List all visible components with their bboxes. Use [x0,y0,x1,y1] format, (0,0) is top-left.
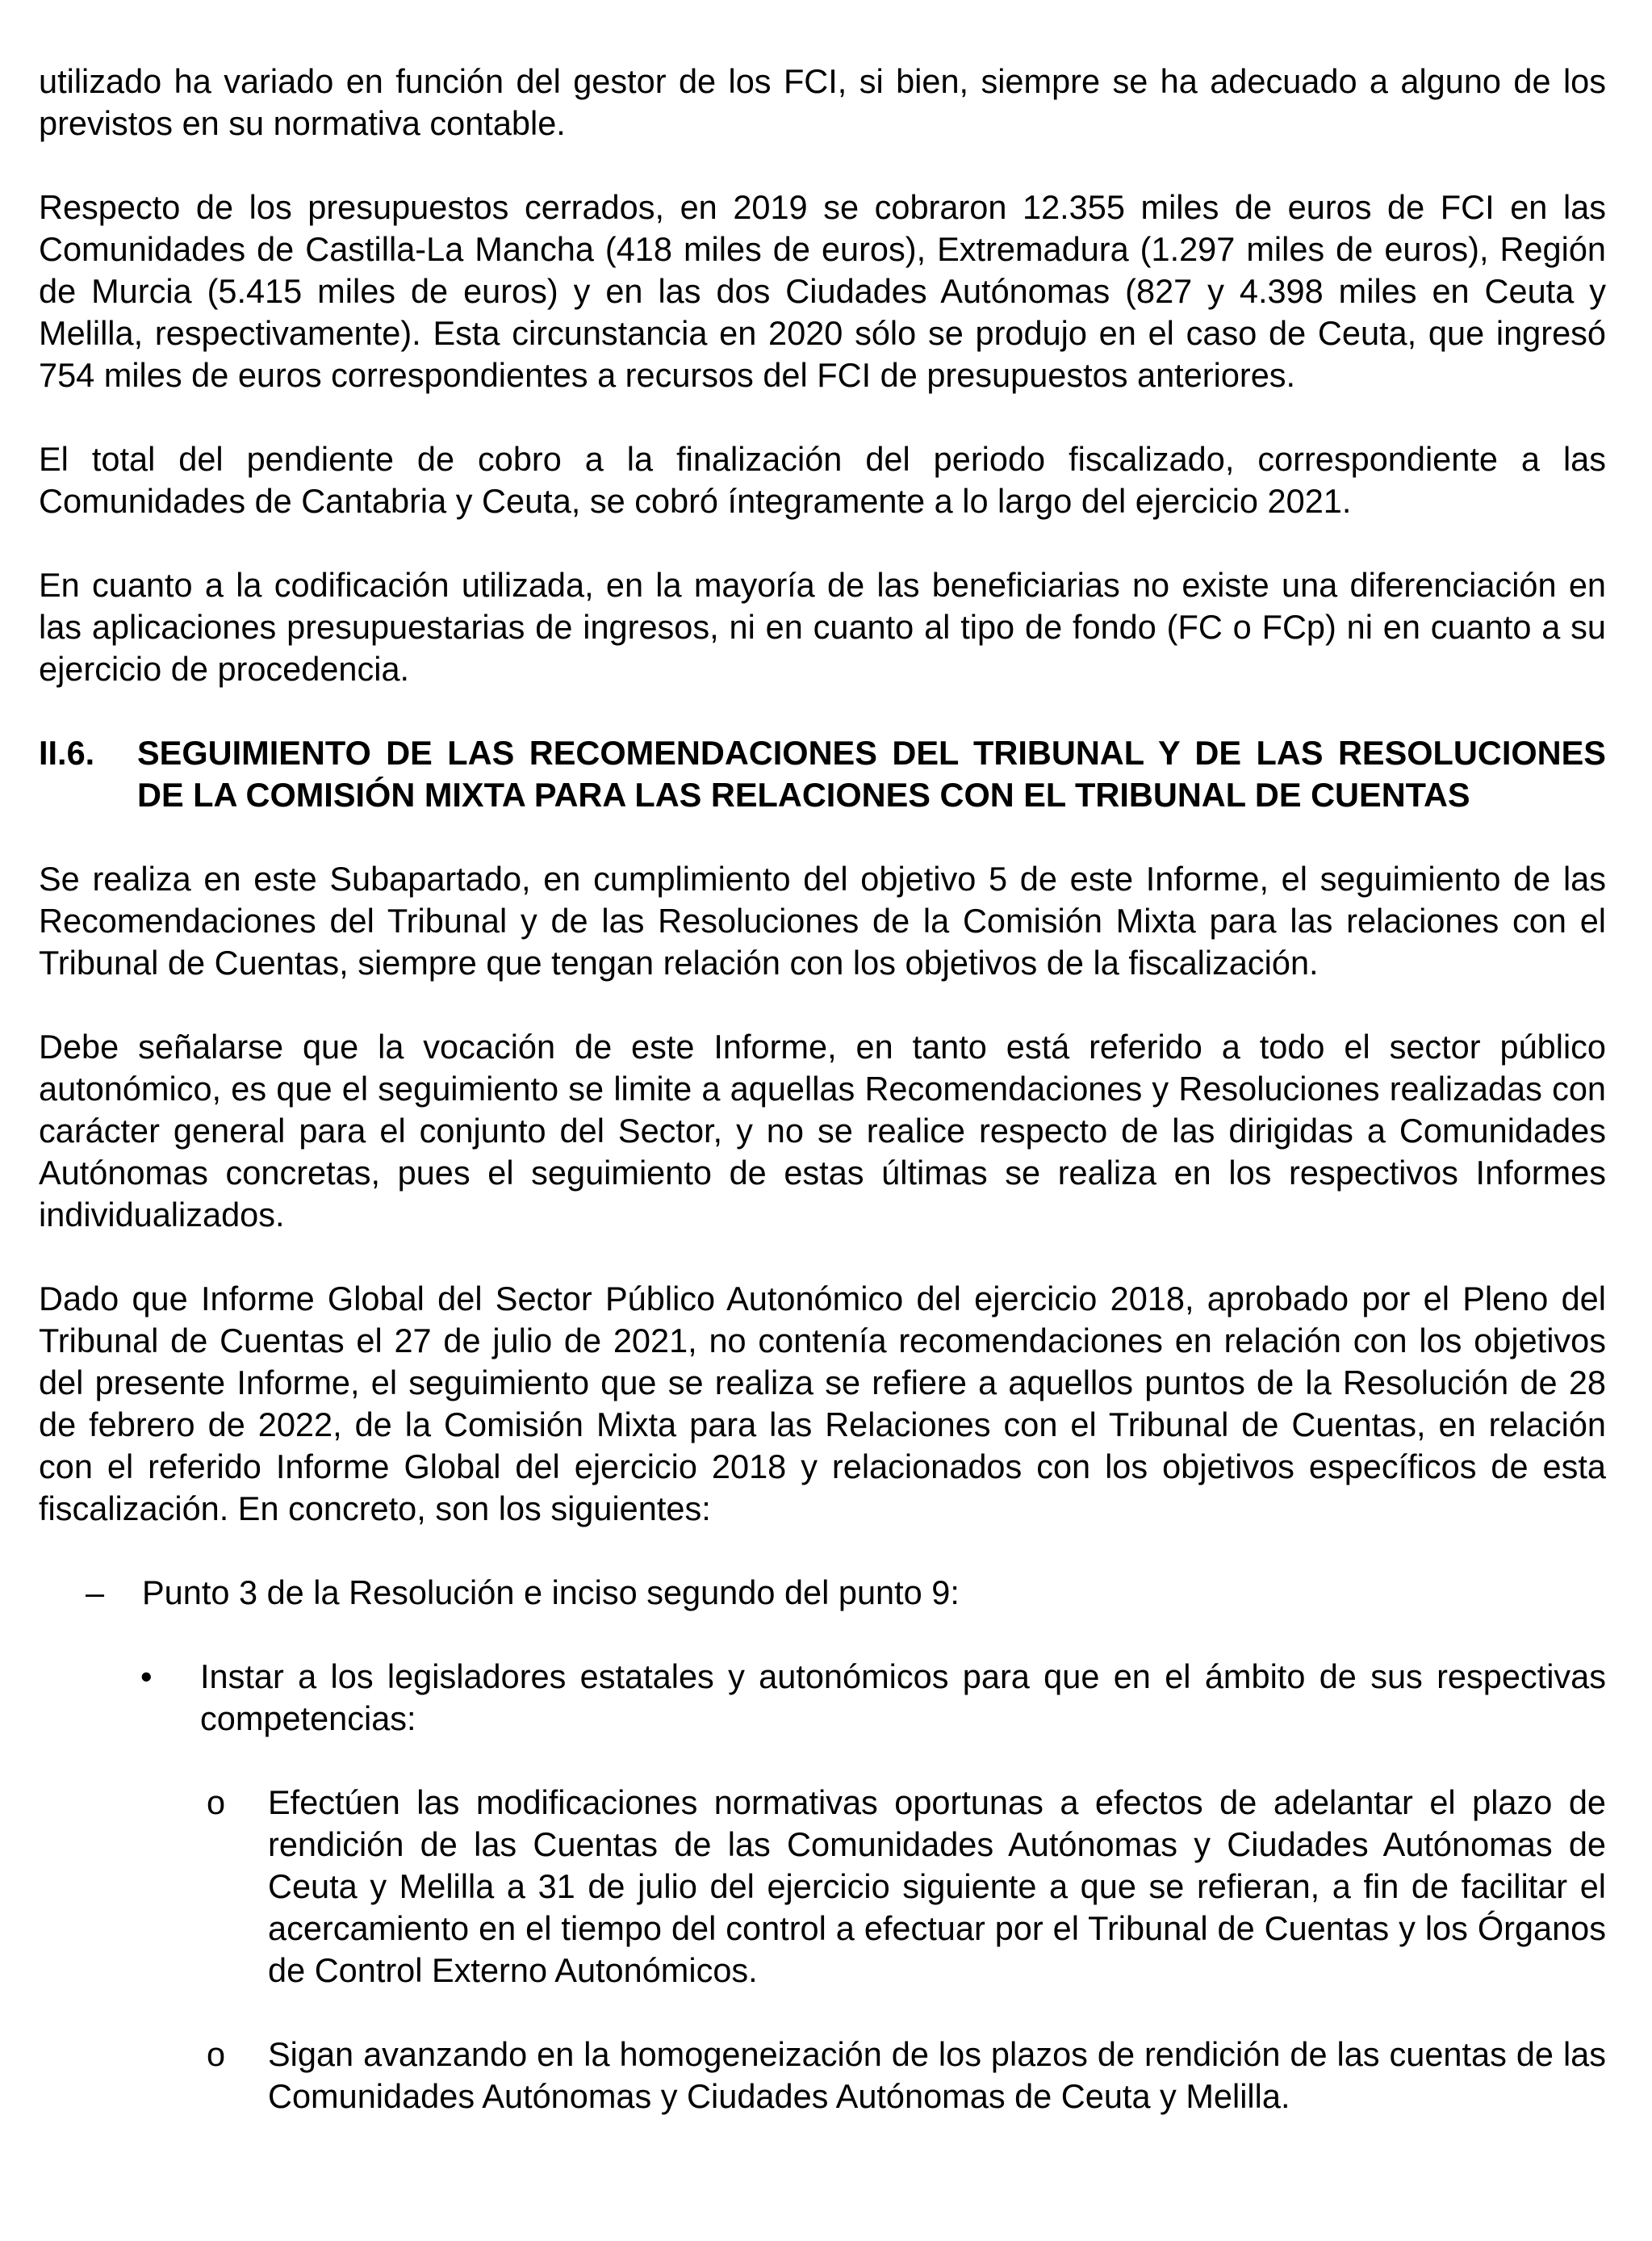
paragraph-vocacion-informe: Debe señalarse que la vocación de este Informe, en tanto está referido a todo el sector público autonómico, es que el seguimiento se limite a aquellas Recomendaciones y Resoluciones realizadas con carácter general para el conjunto del Sector, y no se realice respecto de las dirigidas a Comunidades Autónomas concretas, pues el seguimiento de estas últimas se realiza en los respectivos Informes individualizados. [39,1028,1606,1234]
dash-marker: – [86,1573,105,1611]
sub-item-text: Sigan avanzando en la homogeneización de los plazos de rendición de las cuentas de las Comunidades Autónomas y Ciudades Autónomas de Ceuta y Melilla. [268,2035,1606,2115]
list-item-dash [39,1572,1606,1614]
paragraph-informe-global: Dado que Informe Global del Sector Público Autonómico del ejercicio 2018, aprobado por el Pleno del Tribunal de Cuentas el 27 de julio de 2021, no contenía recomendaciones en relación con los objetivos del presente Informe, el seguimiento que se realiza se refiere a aquellos puntos de la Resolución de 28 de febrero de 2022, de la Comisión Mixta para las Relaciones con el Tribunal de Cuentas, en relación con el referido Informe Global del ejercicio 2018 y relacionados con los objetivos específicos de esta fiscalización. En concreto, son los siguientes: [39,1280,1606,1527]
list-item-bullet [39,1656,1606,1740]
paragraph-normativa-contable: utilizado ha variado en función del gestor de los FCI, si bien, siempre se ha adecuado a alguno de los previstos en su normativa contable. [39,62,1606,142]
paragraph-presupuestos-cerrados: Respecto de los presupuestos cerrados, en 2019 se cobraron 12.355 miles de euros de FCI en las Comunidades de Castilla-La Mancha (418 miles de euros), Extremadura (1.297 miles de euros), Región de Murcia (5.415 miles de euros) y en las dos Ciudades Autónomas (827 y 4.398 miles en Ceuta y Melilla, respectivamente). Esta circunstancia en 2020 sólo se produjo en el caso de Ceuta, que ingresó 754 miles de euros correspondientes a recursos del FCI de presupuestos anteriores. [39,188,1606,394]
list-item-sub-1 [39,1782,1606,1992]
list-item-sub-2 [39,2034,1606,2117]
section-heading [39,732,1606,816]
section-number: II.6. [39,734,95,772]
bullet-item-text: Instar a los legisladores estatales y autonómicos para que en el ámbito de sus respectivas competencias: [200,1657,1606,1737]
paragraph-subapartado: Se realiza en este Subapartado, en cumplimiento del objetivo 5 de este Informe, el seguimiento de las Recomendaciones del Tribunal y de las Resoluciones de la Comisión Mixta para las relaciones con el Tribunal de Cuentas, siempre que tengan relación con los objetivos de la fiscalización. [39,860,1606,982]
document-page [39,61,1606,2159]
circle-marker: o [207,1783,226,1821]
circle-marker: o [207,2035,226,2073]
section-title: SEGUIMIENTO DE LAS RECOMENDACIONES DEL TRIBUNAL Y DE LAS RESOLUCIONES DE LA COMISIÓN MIXTA PARA LAS RELACIONES CON EL TRIBUNAL DE CUENTAS [137,734,1606,814]
sub-item-text: Efectúen las modificaciones normativas oportunas a efectos de adelantar el plazo de rendición de las Cuentas de las Comunidades Autónomas y Ciudades Autónomas de Ceuta y Melilla a 31 de julio del ejercicio siguiente a que se refieran, a fin de facilitar el acercamiento en el tiempo del control a efectuar por el Tribunal de Cuentas y los Órganos de Control Externo Autonómicos. [268,1783,1606,1989]
dash-item-text: Punto 3 de la Resolución e inciso segundo del punto 9: [142,1573,960,1611]
bullet-marker: • [140,1657,153,1695]
paragraph-codificacion: En cuanto a la codificación utilizada, en la mayoría de las beneficiarias no existe una diferenciación en las aplicaciones presupuestarias de ingresos, ni en cuanto al tipo de fondo (FC o FCp) ni en cuanto a su ejercicio de procedencia. [39,566,1606,688]
paragraph-pendiente-cobro: El total del pendiente de cobro a la finalización del periodo fiscalizado, correspondiente a las Comunidades de Cantabria y Ceuta, se cobró íntegramente a lo largo del ejercicio 2021. [39,440,1606,520]
